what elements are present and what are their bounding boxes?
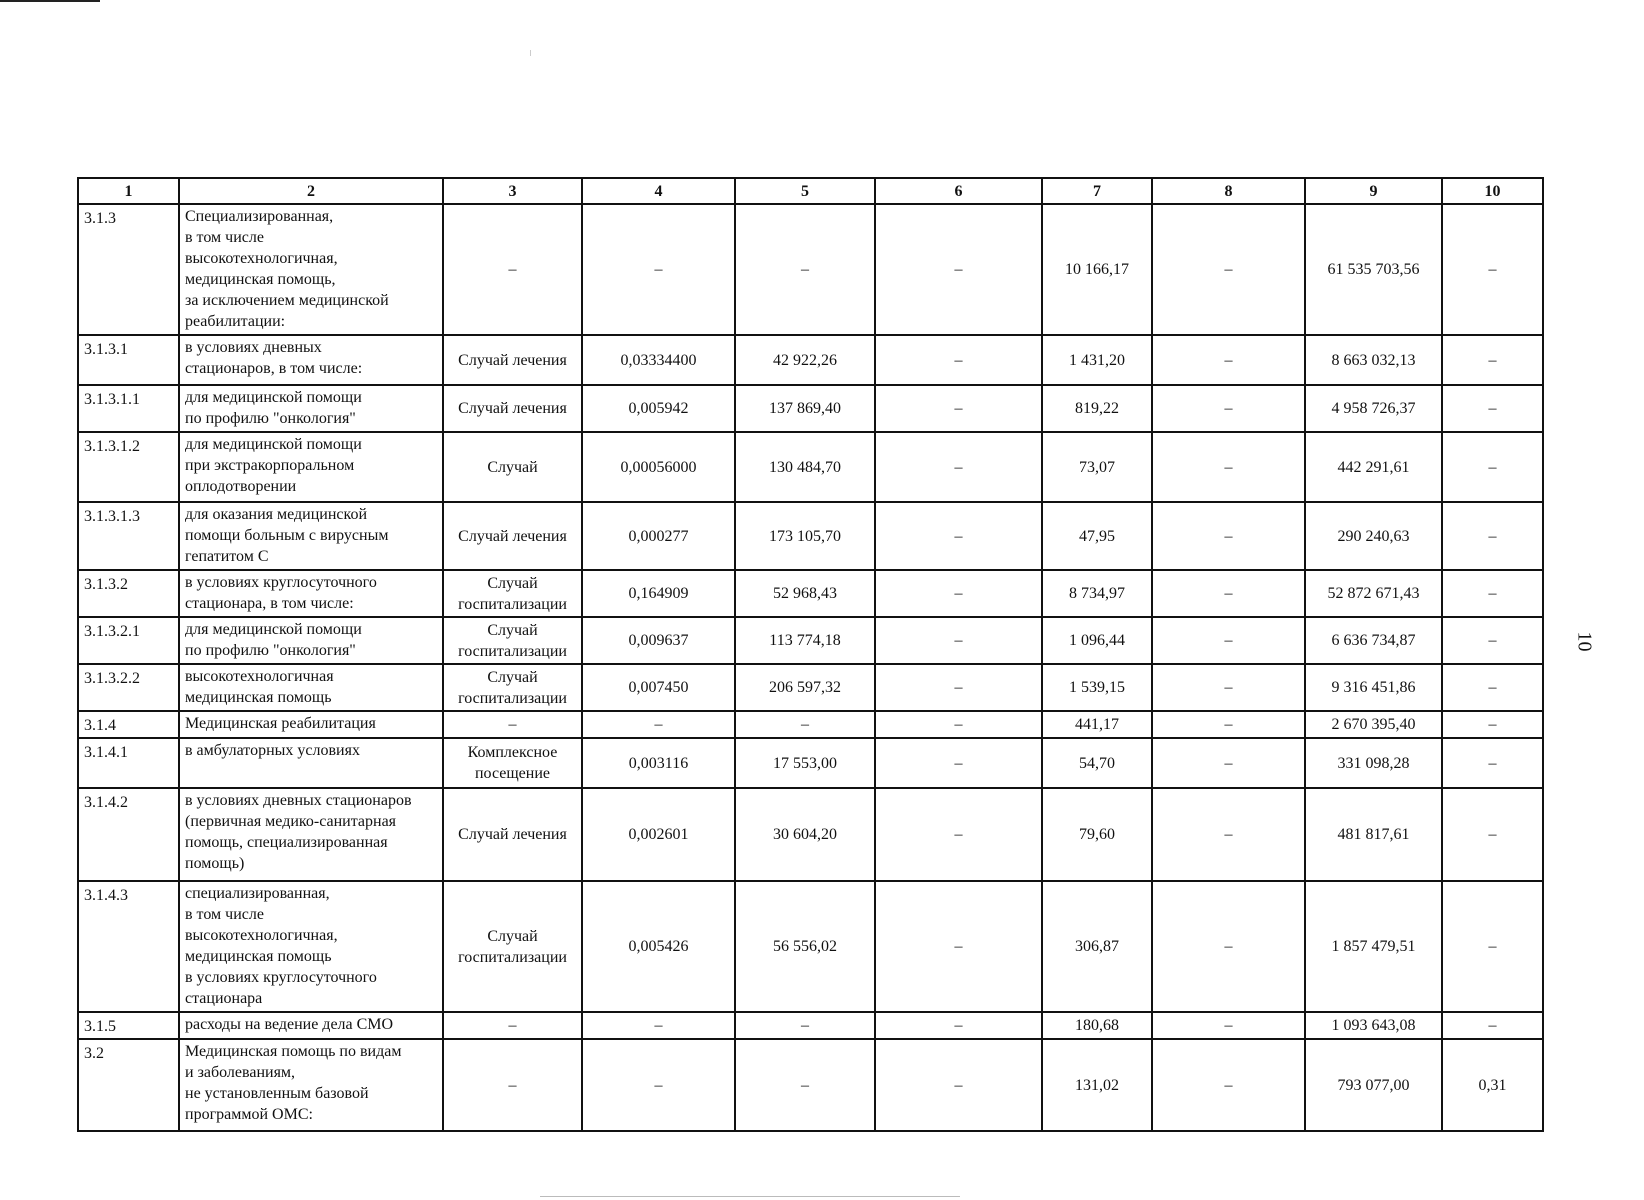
value-cell: 54,70 — [1042, 738, 1152, 788]
value-cell: – — [1442, 738, 1543, 788]
value-cell: – — [582, 204, 735, 335]
value-cell: – — [1152, 1039, 1305, 1131]
row-name-cell: для оказания медицинской помощи больным с вирусным гепатитом С — [179, 502, 443, 570]
table-header-row — [78, 178, 1543, 204]
value-cell: 1 093 643,08 — [1305, 1012, 1442, 1039]
row-number-cell: 3.1.3.1.3 — [78, 502, 179, 570]
value-cell: 1 431,20 — [1042, 335, 1152, 385]
value-cell: 331 098,28 — [1305, 738, 1442, 788]
row-number-cell: 3.1.3.2.1 — [78, 617, 179, 664]
value-cell: 42 922,26 — [735, 335, 875, 385]
row-name-cell: в амбулаторных условиях — [179, 738, 443, 788]
value-cell: 61 535 703,56 — [1305, 204, 1442, 335]
value-cell: – — [875, 881, 1042, 1012]
value-cell: – — [735, 204, 875, 335]
value-cell: Случай госпитализации — [443, 570, 582, 617]
value-cell: – — [875, 664, 1042, 711]
column-header: 2 — [179, 178, 443, 204]
value-cell: 793 077,00 — [1305, 1039, 1442, 1131]
value-cell: 0,164909 — [582, 570, 735, 617]
value-cell: 0,31 — [1442, 1039, 1543, 1131]
column-header: 4 — [582, 178, 735, 204]
value-cell: Случай лечения — [443, 335, 582, 385]
value-cell: – — [1152, 502, 1305, 570]
row-number-cell: 3.1.5 — [78, 1012, 179, 1039]
value-cell: 0,007450 — [582, 664, 735, 711]
row-name-cell: в условиях круглосуточного стационара, в том числе: — [179, 570, 443, 617]
row-number-cell: 3.1.3 — [78, 204, 179, 335]
value-cell: – — [875, 502, 1042, 570]
row-number-cell: 3.1.3.1 — [78, 335, 179, 385]
value-cell: 0,000277 — [582, 502, 735, 570]
value-cell: 8 663 032,13 — [1305, 335, 1442, 385]
value-cell: – — [735, 1012, 875, 1039]
row-name-cell: для медицинской помощи при экстракорпоральном оплодотворении — [179, 432, 443, 502]
table-row — [78, 664, 1543, 711]
column-header: 10 — [1442, 178, 1543, 204]
table-row — [78, 788, 1543, 881]
value-cell: – — [875, 788, 1042, 881]
value-cell: 131,02 — [1042, 1039, 1152, 1131]
value-cell: – — [875, 738, 1042, 788]
value-cell: 8 734,97 — [1042, 570, 1152, 617]
value-cell: 1 096,44 — [1042, 617, 1152, 664]
value-cell: – — [1442, 204, 1543, 335]
value-cell: 0,005426 — [582, 881, 735, 1012]
scan-mark — [530, 50, 531, 56]
value-cell: – — [1152, 617, 1305, 664]
value-cell: 819,22 — [1042, 385, 1152, 432]
top-edge-line — [0, 0, 100, 2]
row-name-cell: специализированная, в том числе высокотехнологичная, медицинская помощь в условиях круглосуточного стационара — [179, 881, 443, 1012]
value-cell: Комплексное посещение — [443, 738, 582, 788]
value-cell: Случай лечения — [443, 502, 582, 570]
value-cell: – — [875, 204, 1042, 335]
value-cell: – — [875, 711, 1042, 738]
value-cell: 52 968,43 — [735, 570, 875, 617]
bottom-edge-line — [540, 1196, 960, 1197]
value-cell: – — [443, 1012, 582, 1039]
table-row — [78, 617, 1543, 664]
row-number-cell: 3.1.3.1.1 — [78, 385, 179, 432]
page-number: 10 — [1573, 631, 1596, 652]
value-cell: 56 556,02 — [735, 881, 875, 1012]
value-cell: – — [1152, 711, 1305, 738]
value-cell: 306,87 — [1042, 881, 1152, 1012]
table-row — [78, 738, 1543, 788]
row-name-cell: в условиях дневных стационаров, в том числе: — [179, 335, 443, 385]
value-cell: 17 553,00 — [735, 738, 875, 788]
value-cell: – — [875, 335, 1042, 385]
column-header: 3 — [443, 178, 582, 204]
value-cell: 47,95 — [1042, 502, 1152, 570]
value-cell: 481 817,61 — [1305, 788, 1442, 881]
value-cell: – — [582, 711, 735, 738]
row-name-cell: Медицинская реабилитация — [179, 711, 443, 738]
value-cell: 137 869,40 — [735, 385, 875, 432]
row-name-cell: Медицинская помощь по видам и заболеваниям, не установленным базовой программой ОМС: — [179, 1039, 443, 1131]
value-cell: – — [582, 1039, 735, 1131]
value-cell: Случай госпитализации — [443, 617, 582, 664]
value-cell: Случай — [443, 432, 582, 502]
value-cell: – — [1442, 664, 1543, 711]
value-cell: Случай лечения — [443, 788, 582, 881]
value-cell: 0,03334400 — [582, 335, 735, 385]
value-cell: Случай госпитализации — [443, 881, 582, 1012]
value-cell: 130 484,70 — [735, 432, 875, 502]
table-row — [78, 502, 1543, 570]
column-header: 8 — [1152, 178, 1305, 204]
value-cell: 173 105,70 — [735, 502, 875, 570]
row-number-cell: 3.1.4.2 — [78, 788, 179, 881]
value-cell: 441,17 — [1042, 711, 1152, 738]
table-row — [78, 335, 1543, 385]
value-cell: – — [875, 617, 1042, 664]
value-cell: – — [1152, 570, 1305, 617]
value-cell: – — [1152, 385, 1305, 432]
value-cell: 180,68 — [1042, 1012, 1152, 1039]
value-cell: 9 316 451,86 — [1305, 664, 1442, 711]
table-row — [78, 881, 1543, 1012]
value-cell: 206 597,32 — [735, 664, 875, 711]
value-cell: 2 670 395,40 — [1305, 711, 1442, 738]
row-number-cell: 3.2 — [78, 1039, 179, 1131]
value-cell: – — [1152, 738, 1305, 788]
value-cell: 442 291,61 — [1305, 432, 1442, 502]
value-cell: – — [443, 711, 582, 738]
column-header: 7 — [1042, 178, 1152, 204]
value-cell: – — [1442, 335, 1543, 385]
value-cell: – — [735, 1039, 875, 1131]
table-row — [78, 711, 1543, 738]
value-cell: 0,00056000 — [582, 432, 735, 502]
value-cell: – — [1152, 432, 1305, 502]
value-cell: – — [1152, 335, 1305, 385]
value-cell: – — [875, 385, 1042, 432]
value-cell: – — [875, 570, 1042, 617]
column-header: 5 — [735, 178, 875, 204]
value-cell: – — [1152, 1012, 1305, 1039]
value-cell: 0,003116 — [582, 738, 735, 788]
value-cell: 290 240,63 — [1305, 502, 1442, 570]
row-name-cell: для медицинской помощи по профилю "онкология" — [179, 385, 443, 432]
value-cell: – — [443, 204, 582, 335]
value-cell: – — [582, 1012, 735, 1039]
row-name-cell: высокотехнологичная медицинская помощь — [179, 664, 443, 711]
row-name-cell: для медицинской помощи по профилю "онкология" — [179, 617, 443, 664]
value-cell: 73,07 — [1042, 432, 1152, 502]
row-number-cell: 3.1.3.2.2 — [78, 664, 179, 711]
value-cell: 0,005942 — [582, 385, 735, 432]
value-cell: 6 636 734,87 — [1305, 617, 1442, 664]
value-cell: – — [1152, 204, 1305, 335]
row-number-cell: 3.1.4.1 — [78, 738, 179, 788]
value-cell: – — [875, 432, 1042, 502]
value-cell: Случай лечения — [443, 385, 582, 432]
table-row — [78, 432, 1543, 502]
value-cell: – — [1442, 1012, 1543, 1039]
data-table — [77, 177, 1544, 1132]
value-cell: 0,002601 — [582, 788, 735, 881]
value-cell: 0,009637 — [582, 617, 735, 664]
column-header: 6 — [875, 178, 1042, 204]
value-cell: – — [875, 1039, 1042, 1131]
value-cell: 10 166,17 — [1042, 204, 1152, 335]
value-cell: – — [1442, 385, 1543, 432]
value-cell: – — [1442, 881, 1543, 1012]
value-cell: 79,60 — [1042, 788, 1152, 881]
value-cell: – — [1442, 432, 1543, 502]
value-cell: – — [443, 1039, 582, 1131]
value-cell: 1 857 479,51 — [1305, 881, 1442, 1012]
value-cell: – — [1442, 617, 1543, 664]
row-number-cell: 3.1.3.2 — [78, 570, 179, 617]
value-cell: 113 774,18 — [735, 617, 875, 664]
value-cell: 30 604,20 — [735, 788, 875, 881]
value-cell: – — [735, 711, 875, 738]
row-name-cell: расходы на ведение дела СМО — [179, 1012, 443, 1039]
value-cell: 1 539,15 — [1042, 664, 1152, 711]
table-row — [78, 570, 1543, 617]
value-cell: – — [1152, 881, 1305, 1012]
value-cell: – — [1152, 664, 1305, 711]
value-cell: – — [1152, 788, 1305, 881]
value-cell: – — [1442, 788, 1543, 881]
value-cell: – — [875, 1012, 1042, 1039]
row-number-cell: 3.1.3.1.2 — [78, 432, 179, 502]
value-cell: – — [1442, 711, 1543, 738]
row-name-cell: в условиях дневных стационаров (первичная медико-санитарная помощь, специализированная помощь) — [179, 788, 443, 881]
table-row — [78, 204, 1543, 335]
value-cell: – — [1442, 570, 1543, 617]
table-row — [78, 1039, 1543, 1131]
value-cell: – — [1442, 502, 1543, 570]
table-row — [78, 385, 1543, 432]
value-cell: Случай госпитализации — [443, 664, 582, 711]
column-header: 1 — [78, 178, 179, 204]
column-header: 9 — [1305, 178, 1442, 204]
value-cell: 4 958 726,37 — [1305, 385, 1442, 432]
table-row — [78, 1012, 1543, 1039]
row-number-cell: 3.1.4.3 — [78, 881, 179, 1012]
row-name-cell: Специализированная, в том числе высокотехнологичная, медицинская помощь, за исключением медицинской реабилитации: — [179, 204, 443, 335]
row-number-cell: 3.1.4 — [78, 711, 179, 738]
value-cell: 52 872 671,43 — [1305, 570, 1442, 617]
